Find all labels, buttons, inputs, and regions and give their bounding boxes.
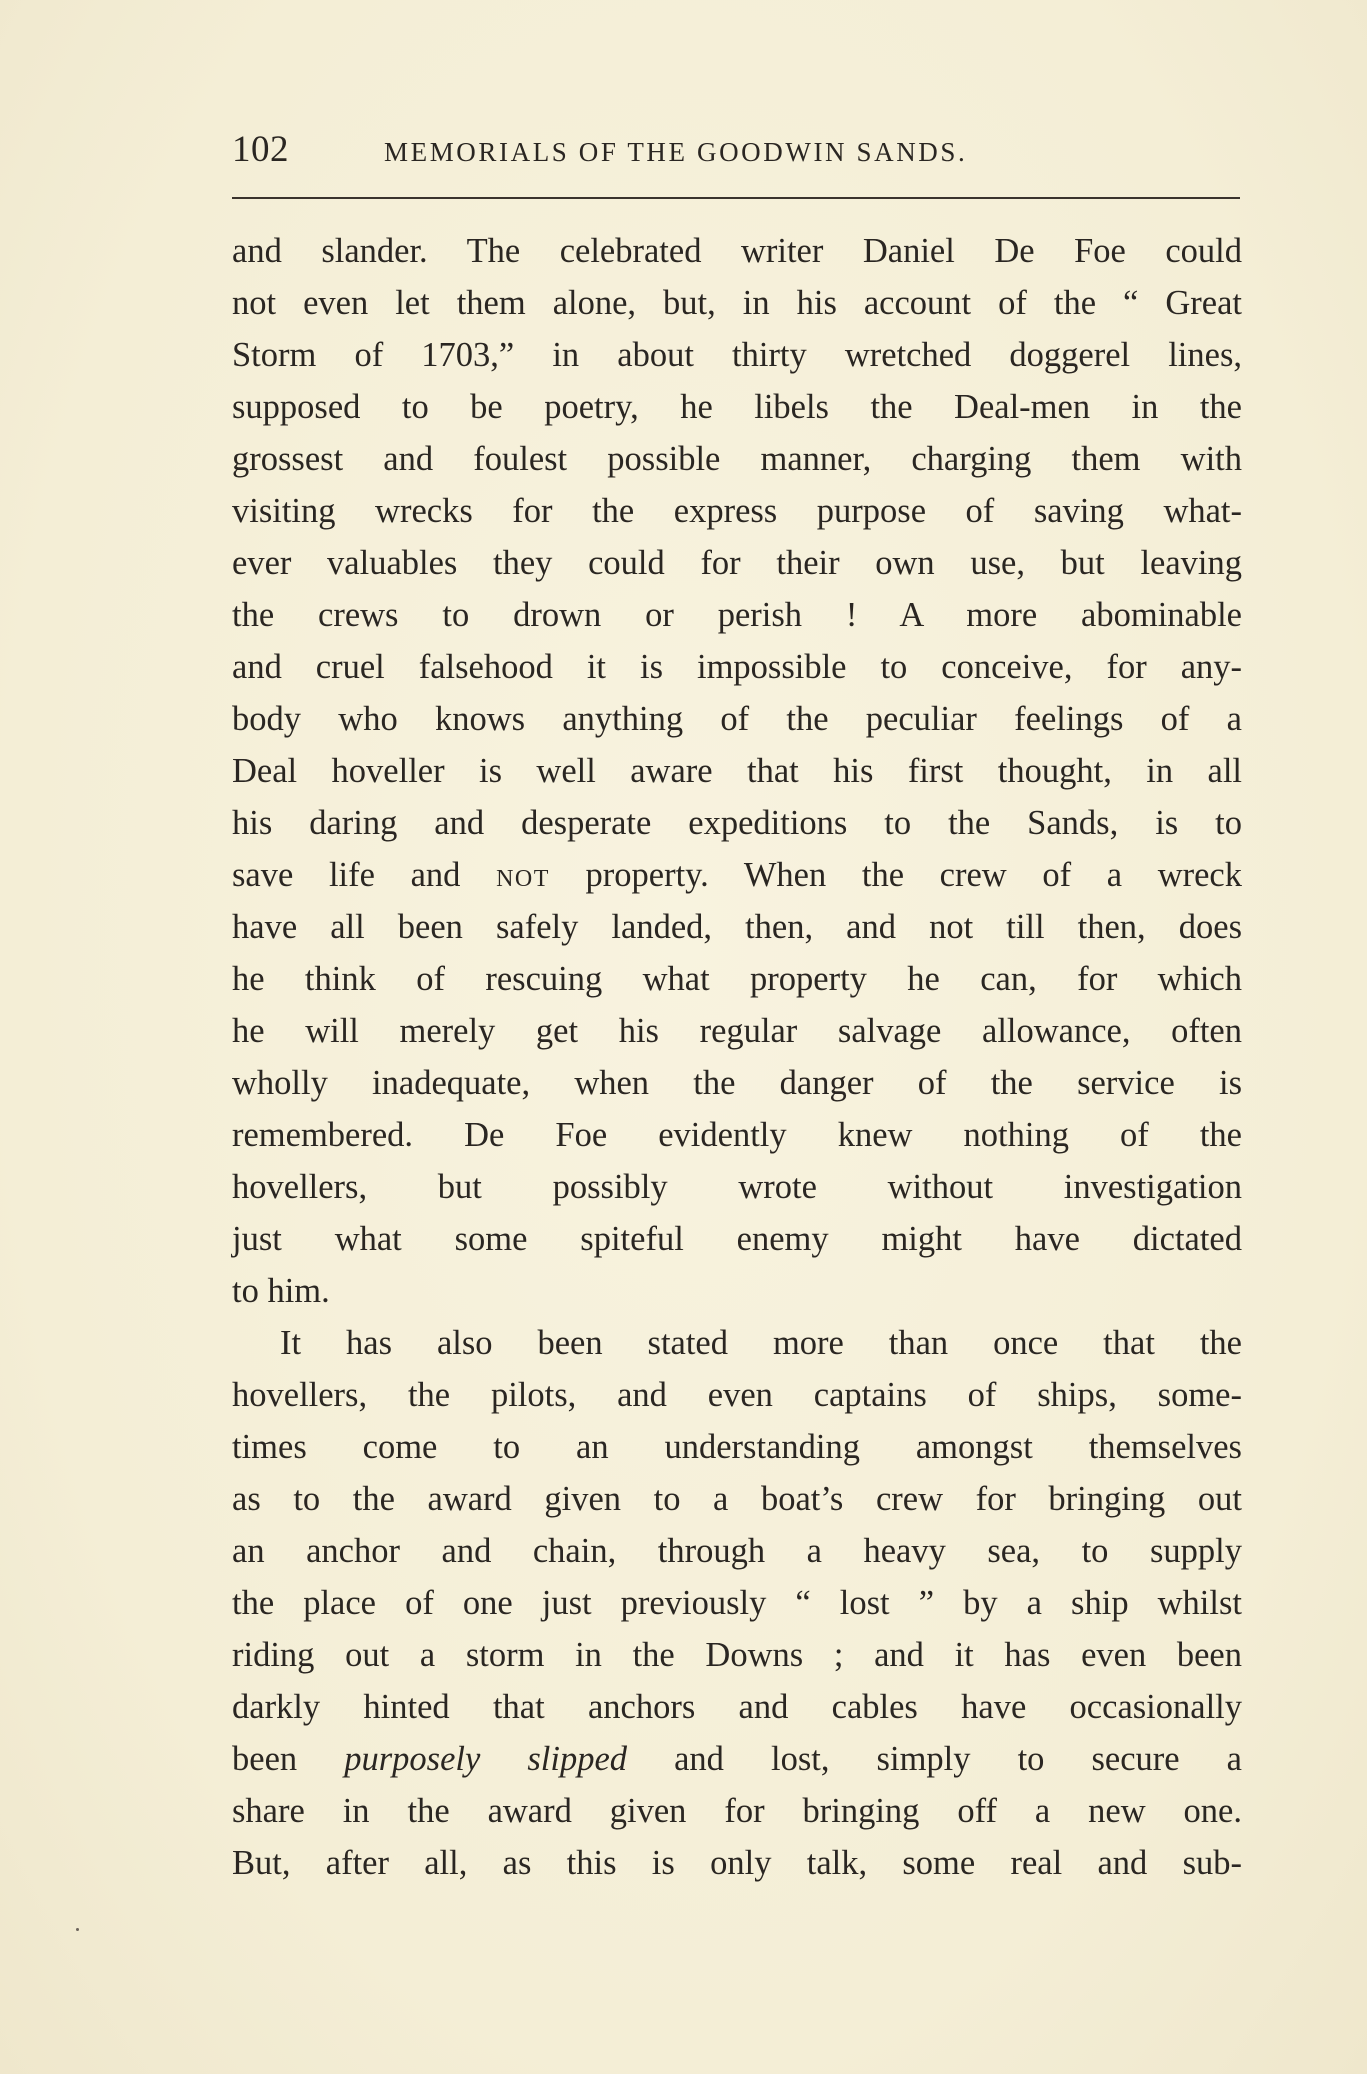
text-line: he think of rescuing what property he can, for which (232, 960, 1242, 998)
small-caps-word: NOT (496, 866, 550, 892)
header-rule (232, 197, 1240, 199)
text-run: save life and (232, 856, 497, 894)
text-line: and cruel falsehood it is impossible to conceive, for any- (232, 648, 1242, 686)
text-line: body who knows anything of the peculiar feelings of a (232, 700, 1242, 738)
text-line: his daring and desperate expeditions to the Sands, is to (232, 804, 1242, 842)
page-header (232, 128, 1240, 178)
text-line (232, 1733, 1242, 1785)
text-line: supposed to be poetry, he libels the Deal-men in the (232, 388, 1242, 426)
text-line (232, 849, 1242, 901)
paragraph-start-line: It has also been stated more than once that the (280, 1324, 1242, 1362)
text-line: an anchor and chain, through a heavy sea, to supply (232, 1532, 1242, 1570)
paper-speck (76, 1928, 79, 1931)
text-line: the crews to drown or perish ! A more abominable (232, 596, 1242, 634)
text-line: have all been safely landed, then, and not till then, does (232, 908, 1242, 946)
page-number: 102 (232, 129, 289, 170)
text-line: just what some spiteful enemy might have dictated (232, 1220, 1242, 1258)
text-line: hovellers, but possibly wrote without investigation (232, 1168, 1242, 1206)
text-line: riding out a storm in the Downs ; and it has even been (232, 1636, 1242, 1674)
text-line: to him. (232, 1272, 330, 1310)
italic-phrase: purposely slipped (344, 1740, 628, 1778)
text-line: the place of one just previously “ lost ” by a ship whilst (232, 1584, 1242, 1622)
text-run: been (232, 1740, 345, 1778)
text-line: Deal hoveller is well aware that his first thought, in all (232, 752, 1242, 790)
text-run: property. When the crew of a wreck (549, 856, 1242, 894)
text-line: Storm of 1703,” in about thirty wretched doggerel lines, (232, 336, 1242, 374)
body-text (232, 225, 1242, 1889)
text-line: and slander. The celebrated writer Daniel De Foe could (232, 232, 1242, 270)
text-line: ever valuables they could for their own use, but leaving (232, 544, 1242, 582)
running-head: MEMORIALS OF THE GOODWIN SANDS. (384, 137, 968, 167)
text-line: grossest and foulest possible manner, charging them with (232, 440, 1242, 478)
text-run: and lost, simply to secure a (627, 1740, 1242, 1778)
text-line: visiting wrecks for the express purpose of saving what- (232, 492, 1242, 530)
text-line: he will merely get his regular salvage allowance, often (232, 1012, 1242, 1050)
text-line: hovellers, the pilots, and even captains of ships, some- (232, 1376, 1242, 1414)
text-line: wholly inadequate, when the danger of the service is (232, 1064, 1242, 1102)
text-line: share in the award given for bringing off a new one. (232, 1792, 1242, 1830)
text-line: times come to an understanding amongst themselves (232, 1428, 1242, 1466)
text-line: darkly hinted that anchors and cables have occasionally (232, 1688, 1242, 1726)
text-line: But, after all, as this is only talk, some real and sub- (232, 1844, 1242, 1882)
text-line: remembered. De Foe evidently knew nothing of the (232, 1116, 1242, 1154)
text-line: as to the award given to a boat’s crew for bringing out (232, 1480, 1242, 1518)
text-line: not even let them alone, but, in his account of the “ Great (232, 284, 1242, 322)
